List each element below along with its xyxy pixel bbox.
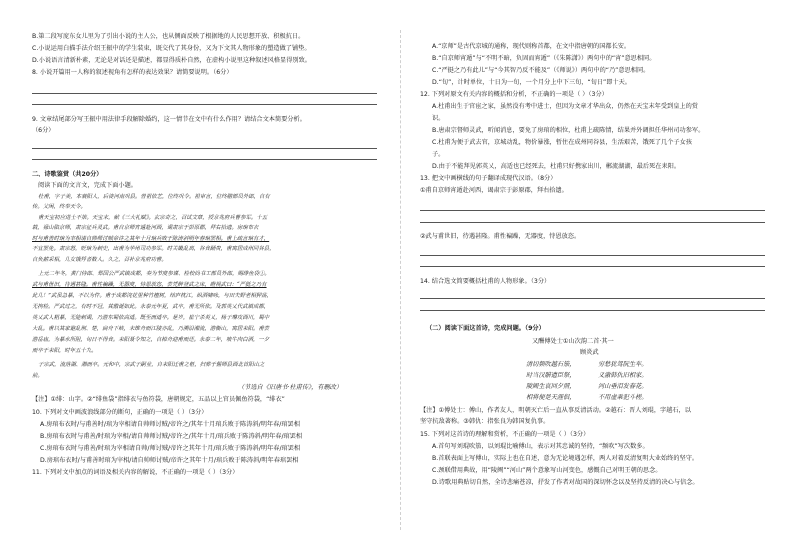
question-10: 10. 下列对文中画波浪线部分的断句，正确的一项是（ ）（3分） <box>32 409 208 416</box>
q12-option-b: B.唐肃宗督师灵武，听闻消息，要免了房琯的相位，杜甫上疏陈情，结果并外调担任华州司功参军。 <box>432 127 705 134</box>
q10-option-a: A.房琯布衣时/与甫善时/琯为宰相请自帅师讨贼/帝许之/其年十月琯兵败于陈涛斜/明年春/琯罢相 <box>40 421 300 428</box>
section-2-intro: 阅读下面的文言文，完成下面小题。 <box>38 182 137 189</box>
passage-line: 而卒于耒阳，时年五十九。 <box>32 348 97 354</box>
poem-line: 清切频吹越石笳， <box>526 361 576 368</box>
column-divider <box>400 30 401 530</box>
q7-option-c: C.小说运用白描手法介绍王振中的学生装束，既交代了其身份，又为下文其人物形象的塑造做了铺垫。 <box>32 45 311 52</box>
passage-line: 此儿！”武虽急暴，不以为忤。甫于成都浣花里种竹植树，结庐枕江，纵酒啸咏，与田夫野老相狎荡， <box>32 293 272 299</box>
q10-option-c: C.房琯布衣时与甫善/时琯为宰相请自帅/师讨贼/帝许之其年十月/琯兵败于陈涛斜/明年春/琯罢相 <box>40 445 301 452</box>
q12-option-a: A.杜甫出生于官宦之家，虽然没有考中进士，但因为文章才华出众，仍然在天宝末年受到皇上的赏 <box>432 103 698 110</box>
question-9-score: （6分） <box>32 127 55 134</box>
q12-option-a-cont: 识。 <box>432 115 445 122</box>
section-2-title: 二、诗歌鉴赏（共20分） <box>32 171 103 178</box>
q15-option-d: D.诗歌用典贴切自然，全诗悲痛苍凉，抒发了作者对故国的深切怀念以及坚持反清的决心与信念。 <box>432 479 699 486</box>
passage-line: 杜甫，字子美，本襄阳人，后徙河南巩县。曾祖依艺，位终巩令。祖审言，位终膳部员外郎，自有 <box>38 194 270 200</box>
q10-option-d: D.房琯布衣时/与甫善时琯为宰相/请自帅师讨贼/帝许之其年十月/琯兵败于陈涛斜/明年春琯罢相 <box>40 457 299 464</box>
passage-line: 上元二年冬，黄门侍郎、郑国公严武镇成都，奏为节度参谋、检校尚书工部员外郎，赐绯鱼袋①。 <box>38 271 270 277</box>
q11-option-c: C.“严挺之乃有此儿”与“今其智乃反不能及”（《师说》）两句中的“乃”意思相同。 <box>432 67 650 74</box>
passage-line: 甫天宝初应进士不第。天宝末，献《三大礼赋》。玄宗奇之，召试文章，授京兆府兵曹参军。十五 <box>38 215 268 221</box>
answer-line <box>420 298 765 299</box>
passage-line: 不宜罢免。肃宗怒，贬琯为刺史，出甫为华州司功参军。时关畿乱离，谷食踊贵，甫寓居成州同谷县， <box>32 246 275 252</box>
passage-line: 子宗武，流落湖、湘而卒。元和中，宗武子嗣业，自耒阳迁甫之柩，归葬于偃师县西北首阳山之 <box>38 362 265 368</box>
q10-option-b: B.房琯布衣时与甫善/时琯为宰相/请自帅师讨贼/帝许之/其年十月/琯兵败于陈涛斜/明年春/琯罢相 <box>40 433 303 440</box>
q15-option-a: A.首句写刘琨吹笳，以刘琨比喻傅山，表示对其忠诚的坚持，“频吹”写次数多。 <box>432 443 649 450</box>
answer-line <box>420 255 765 256</box>
question-15: 15. 下列对这首诗的理解和赏析，不正确的一项是（ ）（3分） <box>420 431 590 438</box>
poem-note-cont: 坚守抗敌著称。③韩仇：指张良为韩国复仇事。 <box>420 418 550 425</box>
question-9: 9. 文章结尾部分写王振中用法律手段解除婚约，这一情节在文中有什么作用？请结合文本简要分析。 <box>32 116 306 123</box>
q11-option-a: A.“京师”是古代京城的通称，现代则称首都，在文中指唐朝的国都长安。 <box>432 43 631 50</box>
question-12: 12. 下列对原文有关内容的概括和分析，不正确的一项是（ ）（3分） <box>420 91 608 98</box>
poem-note: 【注】①傅处士：傅山，作者友人，明朝灭亡后一直从事反清活动。②越石：晋人刘琨，字越石，以 <box>420 407 691 414</box>
q13-sentence-2: ②武与甫世旧，待遇甚隆。甫性褊躁，无器度，恃恩放恣。 <box>420 233 581 240</box>
answer-line <box>32 104 377 105</box>
poem-line: 义激韩仇旧相家。 <box>598 372 648 379</box>
passage-line: 游岳庙，为暴水所阻，旬日不得食。耒阳聂令知之，自棹舟迎甫而还。永泰二年，啖牛肉白酒，一夕 <box>32 337 270 343</box>
passage-note: 【注】①绯：山字。②“绯鱼袋”指绯衣与鱼符袋，唐朝规定，五品以上官员佩鱼符袋，“绯衣” <box>32 396 285 403</box>
passage-line: 传。父闲，终奉天令。 <box>32 204 86 210</box>
poem-line: 陵阙生哀回夕照， <box>526 383 576 390</box>
poem-line: 时当汉腊遗臣祭， <box>526 372 576 379</box>
answer-line <box>420 310 765 311</box>
poem-line: 穷愁犹驾阮生车。 <box>598 361 648 368</box>
poem-line: 河山垂泪发春花。 <box>598 383 648 390</box>
poem-author: 顾炎武 <box>580 349 599 356</box>
poem-section-title: （二）阅读下面这首诗，完成问题。（9分） <box>426 325 545 332</box>
answer-line <box>32 148 377 149</box>
q12-option-c: C.杜甫为便于武去官，京城动乱，物价暴涨，暂住在成州同谷县，生活艰苦，饿死了几个子女孩 <box>432 139 692 146</box>
answer-line <box>420 210 765 211</box>
answer-line <box>32 159 377 160</box>
passage-line: 大乱。甫以其家避乱荆、楚，扁舟下峡，未维舟而江陵亦乱，乃溯沿湘流，游衡山，寓居耒阳。甫尝 <box>32 326 270 332</box>
q7-option-d: D.小说语言清新朴素，无论是对话还是描述，都显得质朴自然，在虚构小说里这种叙述风格显得别致。 <box>32 57 311 64</box>
q13-sentence-1: ①甫自京师宵遁赴河西，谒肃宗于彭原郡，拜右拾遗。 <box>420 187 568 194</box>
question-14: 14. 结合选文简要概括杜甫的人物形象。（3分） <box>420 278 551 285</box>
q11-option-b: B.“自京师宵遁”与“不明不暗，负固而宵遁”（《朱陈潇》）两句中的“宵”意思相同。 <box>432 55 656 62</box>
poem-line: 不用虚乘犯斗槎。 <box>598 394 648 401</box>
q15-option-c: C.颈联借用典故，用“陵阙”“河山”两个意象写山河变色，感慨自己对明王朝的思念。 <box>432 467 662 474</box>
q7-option-b: B.第二段写庞东女儿里为了引出小说的主人公，也从侧面反映了根据地的人民思想开放、积极抗日。 <box>32 33 305 40</box>
answer-line <box>420 222 765 223</box>
poem-line: 相将便是天涯侣， <box>526 394 576 401</box>
q12-option-c-cont: 子。 <box>432 151 445 158</box>
question-11: 11. 下列对文中加点的词语及相关内容的解说，不正确的一项是（ ）（3分） <box>32 469 239 476</box>
passage-line: 载，禄山陷京师，肃宗征兵灵武。甫自京师宵遁赴河西，谒肃宗于彭原郡，拜右拾遗。房琯布衣 <box>32 225 259 231</box>
passage-line: 英乂武人粗暴，无能刺谒，乃游东蜀依高适。既至而适卒。是岁，崔宁杀英乂，杨子琳攻西川，蜀中 <box>32 315 270 321</box>
passage-source: （节选自《旧唐书·杜甫传》，有删改） <box>238 384 343 391</box>
question-8: 8. 小说开篇用一人称的叙述视角有怎样的表达效果？请简要说明。（6分） <box>32 69 233 76</box>
q11-option-d: D.“旬”，计时单位，十日为一旬，一个月分上中下三旬，“旬日”即十天。 <box>432 79 631 86</box>
answer-line <box>32 93 377 94</box>
passage-line: 无拘检。严武过之，有时不冠，其傲诞如此。永泰元年夏，武卒，甫无所依。及郭英乂代武镇成都， <box>32 304 270 310</box>
answer-line <box>420 266 765 267</box>
poem-title: 又酬傅处士①山次韵二首·其一 <box>532 338 614 345</box>
underlined-passage: 武与甫世旧，待遇甚隆。甫性褊躁，无器度，恃恩放恣，尝凭醉登武之床，瞪视武曰：“严挺之乃有 <box>32 282 267 288</box>
wavy-underlined-passage: 时与甫善时琯为宰相请自帅师讨贼帝许之其年十月琯兵败于陈涛斜明年春琯罢相。甫上疏言琯有才， <box>32 236 270 242</box>
q12-option-d: D.由于不能拜见郭英乂，高适也已经死去，杜甫只好携家出川，郴流湖湖，最后死在耒阳。 <box>432 163 681 170</box>
passage-line: 前。 <box>32 373 43 379</box>
question-13: 13. 把文中画横线的句子翻译成现代汉语。（8分） <box>420 175 557 182</box>
q15-option-b: B.首联表面上写傅山，实际上也在自述，意为无论境遇怎样，两人对着反清复明大业始终的坚守。 <box>432 455 699 462</box>
passage-line: 自负薪采梠，儿女饿殍者数人。久之，召补京兆府功曹。 <box>32 257 167 263</box>
